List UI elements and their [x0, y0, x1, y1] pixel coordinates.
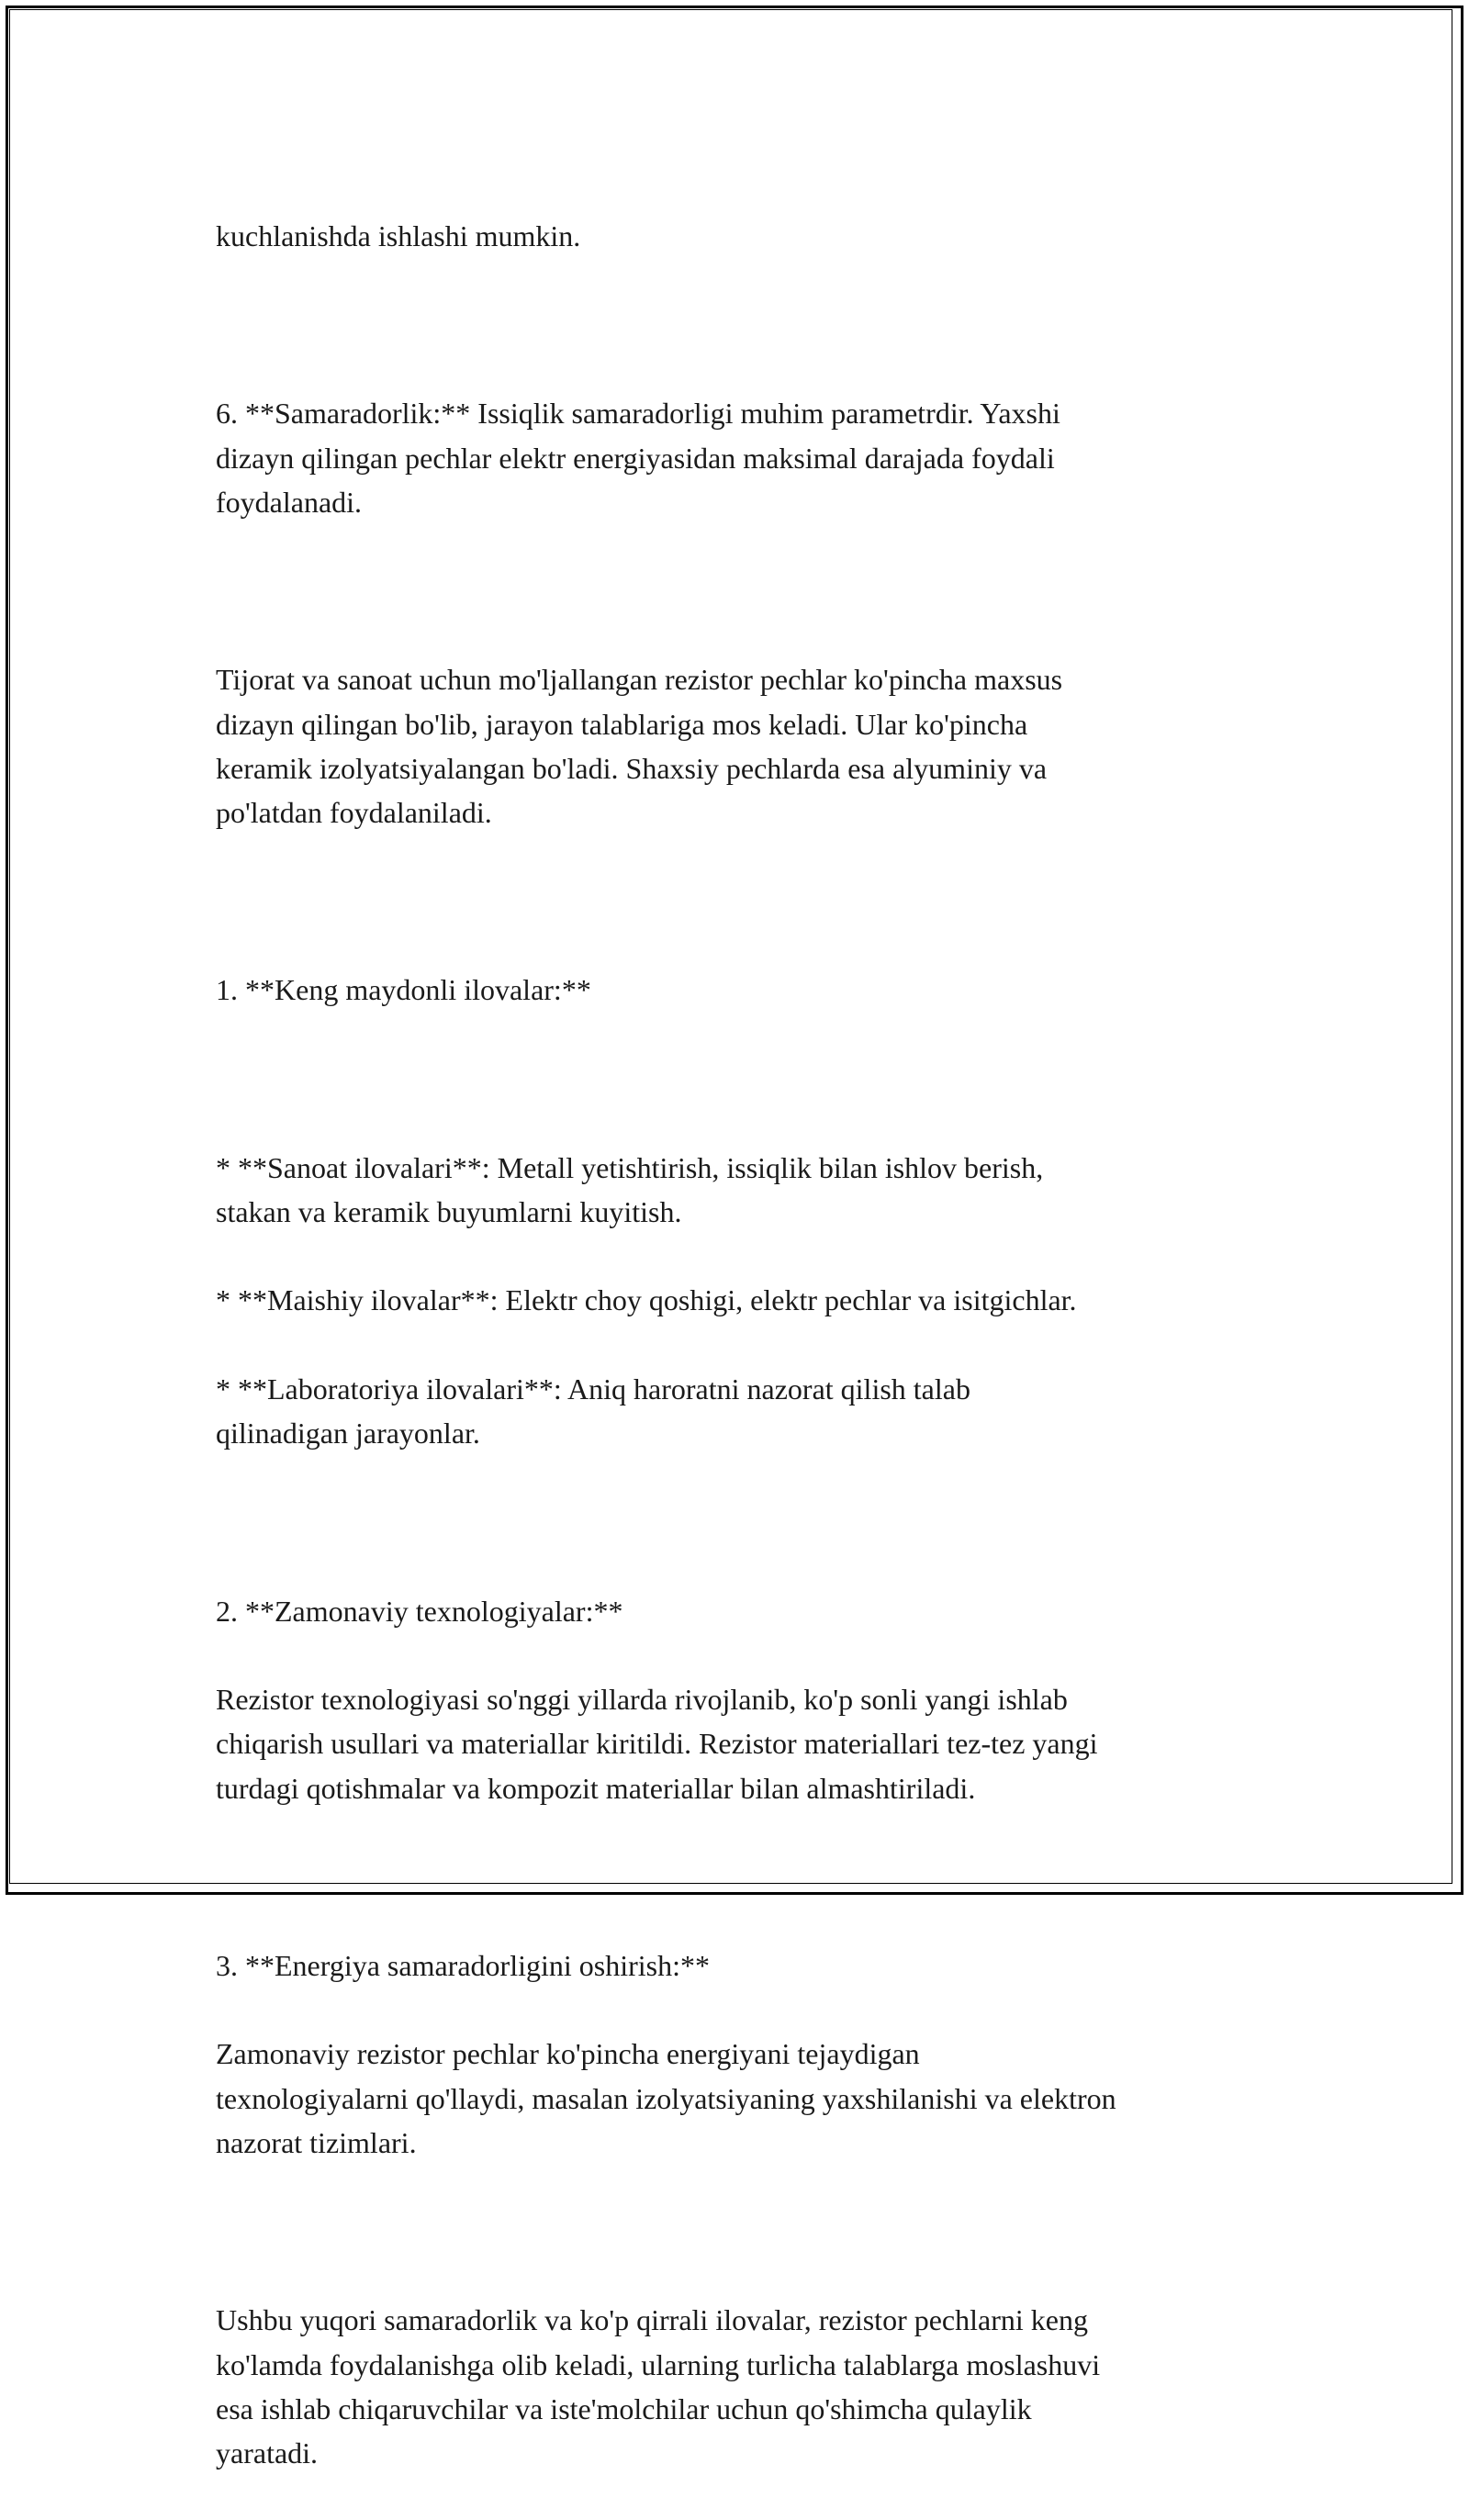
- paragraph-ushbu: Ushbu yuqori samaradorlik va ko'p qirrali ilovalar, rezistor pechlarni keng ko'lamda foydalanishga olib keladi, ularning turlicha talablarga moslashuvi esa ishlab chiqaruvchilar va iste'molchilar uchun qo'shimcha qulaylik yaratadi.: [216, 2303, 1101, 2470]
- blank-line: [216, 303, 1267, 347]
- list-item-laboratoriya: * **Laboratoriya ilovalari**: Aniq haroratni nazorat qilish talab qilinadigan jarayonlar.: [216, 1372, 970, 1450]
- blank-line: [216, 1500, 1267, 1544]
- paragraph-samaradorlik: 6. **Samaradorlik:** Issiqlik samaradorligi muhim parametrdir. Yaxshi dizayn qilingan pechlar elektr energiyasidan maksimal darajada foydali foydalanadi.: [216, 397, 1060, 520]
- document-body: [216, 170, 1267, 2520]
- blank-line: [216, 1854, 1267, 1898]
- blank-line: [216, 569, 1267, 613]
- list-item-sanoat: * **Sanoat ilovalari**: Metall yetishtirish, issiqlik bilan ishlov berish, stakan va keramik buyumlarni kuyitish.: [216, 1150, 1044, 1228]
- paragraph-tijorat: Tijorat va sanoat uchun mo'ljallangan rezistor pechlar ko'pincha maxsus dizayn qilingan bo'lib, jarayon talablariga mos keladi. Ular ko'pincha keramik izolyatsiyalangan bo'ladi. Shaxsiy pechlarda esa alyuminiy va po'latdan foydalaniladi.: [216, 663, 1063, 830]
- paragraph-zamonaviy-pechlar: Zamonaviy rezistor pechlar ko'pincha energiyani tejaydigan texnologiyalarni qo'llaydi, masalan izolyatsiyaning yaxshilanishi va elektron nazorat tizimlari.: [216, 2037, 1116, 2160]
- blank-line: [216, 879, 1267, 924]
- heading-zamonaviy: 2. **Zamonaviy texnologiyalar:**: [216, 1594, 623, 1628]
- heading-keng-maydonli: 1. **Keng maydonli ilovalar:**: [216, 973, 591, 1007]
- blank-line: [216, 1057, 1267, 1101]
- heading-energiya: 3. **Energiya samaradorligini oshirish:**: [216, 1948, 710, 1982]
- blank-line: [216, 2210, 1267, 2254]
- list-item-maishiy: * **Maishiy ilovalar**: Elektr choy qoshigi, elektr pechlar va isitgichlar.: [216, 1283, 1077, 1317]
- paragraph-rezistor-texnologiyasi: Rezistor texnologiyasi so'nggi yillarda rivojlanib, ko'p sonli yangi ishlab chiqarish usullari va materiallar kiritildi. Rezistor materiallari tez-tez yangi turdagi qotishmalar va kompozit materiallar bilan almashtiriladi.: [216, 1683, 1098, 1805]
- paragraph-continuation: kuchlanishda ishlashi mumkin.: [216, 219, 581, 253]
